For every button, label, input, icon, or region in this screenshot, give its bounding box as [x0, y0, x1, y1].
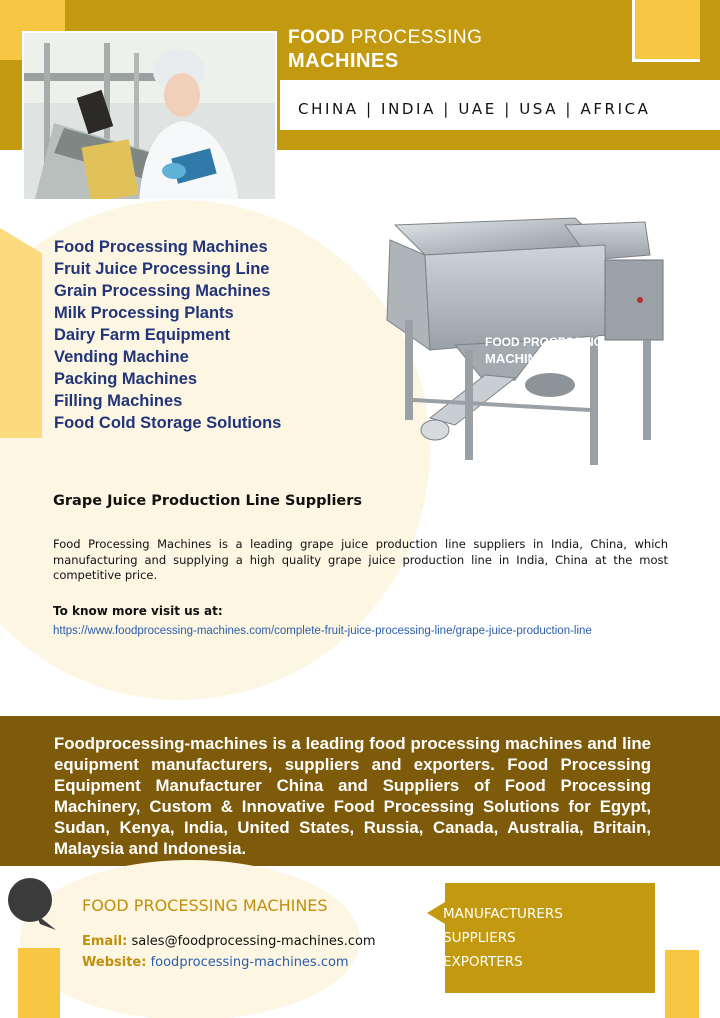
service-item: Fruit Juice Processing Line	[54, 260, 270, 278]
services-list	[54, 236, 281, 434]
countries-list: CHINA | INDIA | UAE | USA | AFRICA	[298, 100, 651, 118]
corner-decoration-bottom-left	[18, 948, 60, 1018]
email-link[interactable]: sales@foodprocessing-machines.com	[131, 934, 376, 949]
service-item: Food Processing Machines	[54, 238, 268, 256]
service-item: Filling Machines	[54, 392, 183, 410]
service-item: Vending Machine	[54, 348, 189, 366]
service-item: Dairy Farm Equipment	[54, 326, 231, 344]
email-row	[82, 934, 376, 949]
website-label: Website:	[82, 955, 147, 970]
corner-decoration-top-right	[632, 0, 700, 62]
service-item: Grain Processing Machines	[54, 282, 271, 300]
visit-link[interactable]: https://www.foodprocessing-machines.com/complete-fruit-juice-processing-line/grape-juice-production-line	[53, 625, 592, 637]
logo-title-top: FOOD PROCESSING	[288, 27, 483, 48]
about-text: Foodprocessing-machines is a leading food processing machines and line equipment manufacturers, suppliers and exporters. Food Processing Equipment Manufacturer China and Suppliers of Food Processing Machinery, Custom & Innovative Food Processing Solutions for Egypt, Sudan, Kenya, India, United States, Russia, Canada, Australia, Britain, Malaysia and Indonesia.	[54, 734, 651, 858]
visit-label: To know more visit us at:	[53, 604, 223, 618]
service-item: Packing Machines	[54, 370, 198, 388]
quote-icon	[6, 876, 58, 932]
header-photo	[22, 31, 277, 201]
article-title: Grape Juice Production Line Suppliers	[53, 493, 363, 509]
tag-item: EXPORTERS	[443, 954, 523, 970]
machine-logo-line1: FOOD PROCESSING	[485, 335, 604, 349]
email-label: Email:	[82, 934, 128, 949]
footer-title: FOOD PROCESSING MACHINES	[82, 896, 328, 915]
tag-item: SUPPLIERS	[443, 930, 516, 946]
corner-decoration-bottom-right	[665, 950, 699, 1018]
service-item: Milk Processing Plants	[54, 304, 234, 322]
side-decoration-tab	[0, 228, 42, 438]
article-body: Food Processing Machines is a leading grape juice production line suppliers in India, China, which manufacturing and supplying a high quality grape juice production line in India, China at the most competitive price.	[53, 537, 668, 582]
website-link[interactable]: foodprocessing-machines.com	[150, 955, 349, 970]
service-item: Food Cold Storage Solutions	[54, 414, 282, 432]
website-row	[82, 955, 349, 970]
machine-image	[375, 200, 675, 475]
logo-title-bottom: MACHINES	[288, 50, 399, 72]
tag-item: MANUFACTURERS	[443, 906, 563, 922]
machine-logo-line2: MACHINES	[485, 351, 555, 366]
tags-list	[443, 902, 563, 974]
